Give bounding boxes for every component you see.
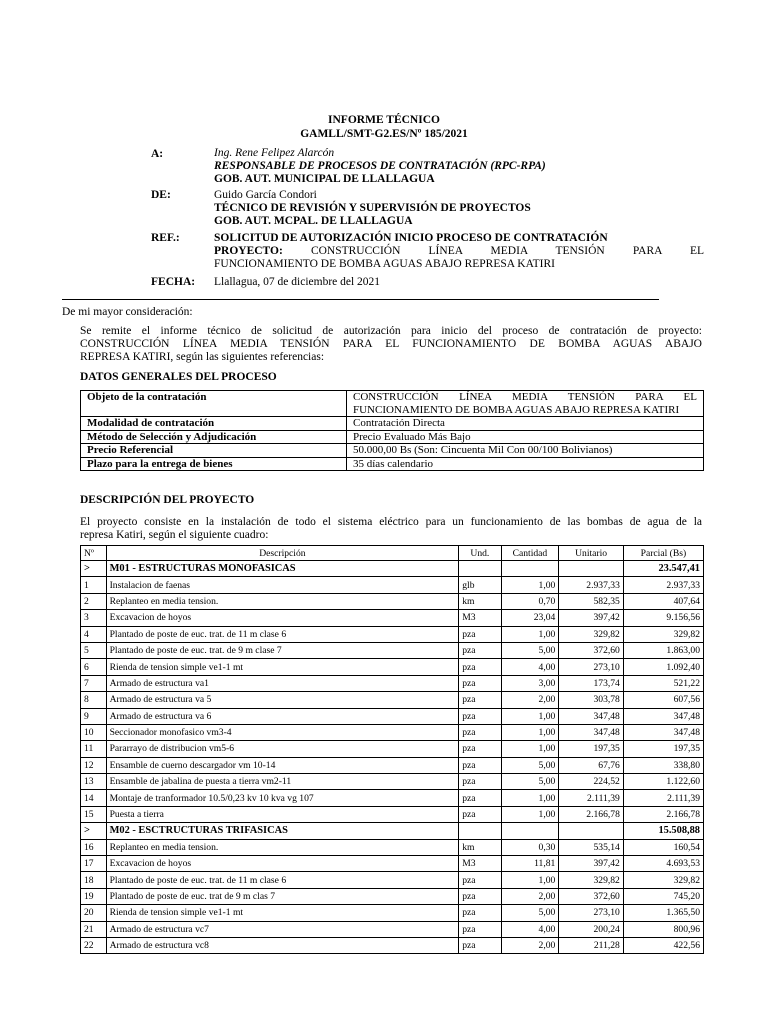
from-org: GOB. AUT. MCPAL. DE LLALLAGUA bbox=[214, 215, 413, 227]
general-key: Objeto de la contratación bbox=[81, 391, 347, 417]
row-unit: glb bbox=[459, 577, 501, 593]
row-unit-price: 2.937,33 bbox=[559, 577, 624, 593]
row-partial: 329,82 bbox=[623, 626, 703, 642]
general-row bbox=[81, 391, 704, 417]
table-row bbox=[81, 888, 704, 904]
row-unit: pza bbox=[459, 905, 501, 921]
row-quantity: 2,00 bbox=[501, 888, 559, 904]
table-row bbox=[81, 741, 704, 757]
general-row bbox=[81, 444, 704, 458]
ref-project-label: PROYECTO: bbox=[214, 245, 283, 257]
row-unit-price: 273,10 bbox=[559, 659, 624, 675]
row-partial: 347,48 bbox=[623, 708, 703, 724]
row-partial: 2.111,39 bbox=[623, 790, 703, 806]
col-unit-header: Und. bbox=[459, 546, 501, 561]
row-number: 11 bbox=[81, 741, 107, 757]
general-value: 50.000,00 Bs (Son: Cincuenta Mil Con 00/100 Bolivianos) bbox=[347, 444, 704, 458]
table-row bbox=[81, 659, 704, 675]
row-number: 5 bbox=[81, 642, 107, 658]
table-row bbox=[81, 856, 704, 872]
row-number: 18 bbox=[81, 872, 107, 888]
general-row bbox=[81, 457, 704, 471]
report-code: GAMLL/SMT-G2.ES/Nº 185/2021 bbox=[300, 128, 468, 140]
row-unit-price: 211,28 bbox=[559, 937, 624, 953]
row-quantity: 0,70 bbox=[501, 593, 559, 609]
row-unit-price: 2.166,78 bbox=[559, 806, 624, 822]
row-quantity: 2,00 bbox=[501, 937, 559, 953]
row-unit-price: 273,10 bbox=[559, 905, 624, 921]
general-value: CONSTRUCCIÓN LÍNEA MEDIA TENSIÓN PARA EL FUNCIONAMIENTO DE BOMBA AGUAS ABAJO REPRESA KATIRI bbox=[347, 391, 704, 417]
row-unit: pza bbox=[459, 774, 501, 790]
table-row bbox=[81, 708, 704, 724]
header-divider bbox=[62, 299, 659, 300]
row-number: 15 bbox=[81, 806, 107, 822]
row-quantity: 1,00 bbox=[501, 708, 559, 724]
row-quantity: 1,00 bbox=[501, 741, 559, 757]
row-partial: 2.937,33 bbox=[623, 577, 703, 593]
row-unit: pza bbox=[459, 937, 501, 953]
general-key: Plazo para la entrega de bienes bbox=[81, 457, 347, 471]
to-role: RESPONSABLE DE PROCESOS DE CONTRATACIÓN (RPC-RPA) bbox=[214, 160, 546, 172]
description-line-1: El proyecto consiste en la instalación de todo el sistema eléctrico para un funcionamiento de las bombas de agua de la bbox=[80, 516, 702, 528]
greeting: De mi mayor consideración: bbox=[62, 306, 193, 318]
row-unit: pza bbox=[459, 675, 501, 691]
table-row bbox=[81, 921, 704, 937]
date-label: FECHA: bbox=[151, 276, 196, 288]
row-quantity: 1,00 bbox=[501, 806, 559, 822]
from-role: TÉCNICO DE REVISIÓN Y SUPERVISIÓN DE PROYECTOS bbox=[214, 202, 531, 214]
row-unit: pza bbox=[459, 642, 501, 658]
row-partial: 1.122,60 bbox=[623, 774, 703, 790]
row-unit: pza bbox=[459, 708, 501, 724]
row-partial: 197,35 bbox=[623, 741, 703, 757]
row-unit: pza bbox=[459, 806, 501, 822]
budget-items-table bbox=[80, 545, 704, 954]
row-number: 20 bbox=[81, 905, 107, 921]
row-unit: M3 bbox=[459, 856, 501, 872]
row-description: Plantado de poste de euc. trat. de 11 m clase 6 bbox=[106, 626, 459, 642]
table-row bbox=[81, 937, 704, 953]
row-number: 17 bbox=[81, 856, 107, 872]
row-quantity: 0,30 bbox=[501, 839, 559, 855]
table-row bbox=[81, 774, 704, 790]
row-number: 6 bbox=[81, 659, 107, 675]
row-description: Plantado de poste de euc. trat. de 9 m clase 7 bbox=[106, 642, 459, 658]
row-description: Armado de estructura vc7 bbox=[106, 921, 459, 937]
date-value: Llallagua, 07 de diciembre del 2021 bbox=[214, 276, 381, 288]
row-unit bbox=[459, 823, 501, 839]
table-row bbox=[81, 806, 704, 822]
table-row bbox=[81, 872, 704, 888]
row-unit: pza bbox=[459, 659, 501, 675]
row-description: Puesta a tierra bbox=[106, 806, 459, 822]
report-title: INFORME TÉCNICO bbox=[328, 114, 440, 126]
row-number: 14 bbox=[81, 790, 107, 806]
table-row bbox=[81, 626, 704, 642]
table-row bbox=[81, 577, 704, 593]
row-unit-price: 303,78 bbox=[559, 692, 624, 708]
row-quantity bbox=[501, 823, 559, 839]
row-unit: km bbox=[459, 593, 501, 609]
row-quantity: 1,00 bbox=[501, 872, 559, 888]
row-unit-price: 197,35 bbox=[559, 741, 624, 757]
row-description: Armado de estructura va 6 bbox=[106, 708, 459, 724]
row-description: Plantado de poste de euc. trat de 9 m clas 7 bbox=[106, 888, 459, 904]
row-unit: km bbox=[459, 839, 501, 855]
to-block bbox=[214, 147, 704, 186]
row-unit-price: 67,76 bbox=[559, 757, 624, 773]
row-description: Armado de estructura va1 bbox=[106, 675, 459, 691]
row-quantity: 2,00 bbox=[501, 692, 559, 708]
general-key: Precio Referencial bbox=[81, 444, 347, 458]
row-quantity: 5,00 bbox=[501, 774, 559, 790]
row-number: 1 bbox=[81, 577, 107, 593]
row-partial: 607,56 bbox=[623, 692, 703, 708]
row-partial: 422,56 bbox=[623, 937, 703, 953]
ref-project-name-cont: FUNCIONAMIENTO DE BOMBA AGUAS ABAJO REPRESA KATIRI bbox=[214, 258, 555, 270]
table-row bbox=[81, 642, 704, 658]
intro-line-1: Se remite el informe técnico de solicitud de autorización para inicio del proceso de contratación de proyecto: bbox=[80, 325, 702, 337]
to-org: GOB. AUT. MUNICIPAL DE LLALLAGUA bbox=[214, 173, 435, 185]
intro-line-2: CONSTRUCCIÓN LÍNEA MEDIA TENSIÓN PARA EL FUNCIONAMIENTO DE BOMBA AGUAS ABAJO bbox=[80, 338, 702, 350]
row-unit-price: 372,60 bbox=[559, 642, 624, 658]
ref-project-line bbox=[214, 245, 704, 258]
general-row bbox=[81, 430, 704, 444]
row-description: Replanteo en media tension. bbox=[106, 593, 459, 609]
table-row bbox=[81, 757, 704, 773]
col-description-header: Descripción bbox=[106, 546, 459, 561]
row-description: Plantado de poste de euc. trat. de 11 m clase 6 bbox=[106, 872, 459, 888]
row-partial: 329,82 bbox=[623, 872, 703, 888]
row-unit-price: 173,74 bbox=[559, 675, 624, 691]
row-partial: 4.693,53 bbox=[623, 856, 703, 872]
table-row bbox=[81, 724, 704, 740]
row-unit: pza bbox=[459, 872, 501, 888]
col-number-header: Nº bbox=[81, 546, 107, 561]
row-number: 21 bbox=[81, 921, 107, 937]
group-row bbox=[81, 561, 704, 577]
row-quantity: 1,00 bbox=[501, 577, 559, 593]
row-unit-price: 200,24 bbox=[559, 921, 624, 937]
row-description: Seccionador monofasico vm3-4 bbox=[106, 724, 459, 740]
row-unit: pza bbox=[459, 888, 501, 904]
row-quantity: 1,00 bbox=[501, 724, 559, 740]
row-number: 9 bbox=[81, 708, 107, 724]
general-section-title: DATOS GENERALES DEL PROCESO bbox=[80, 371, 277, 383]
row-quantity: 1,00 bbox=[501, 790, 559, 806]
ref-block bbox=[214, 232, 704, 271]
row-description: Montaje de tranformador 10.5/0,23 kv 10 kva vg 107 bbox=[106, 790, 459, 806]
from-name: Guido García Condori bbox=[214, 189, 317, 201]
row-partial: 407,64 bbox=[623, 593, 703, 609]
row-quantity: 5,00 bbox=[501, 905, 559, 921]
row-unit: pza bbox=[459, 741, 501, 757]
row-description: Ensamble de jabalina de puesta a tierra vm2-11 bbox=[106, 774, 459, 790]
row-number: 4 bbox=[81, 626, 107, 642]
table-row bbox=[81, 839, 704, 855]
row-partial: 1.365,50 bbox=[623, 905, 703, 921]
ref-subject: SOLICITUD DE AUTORIZACIÓN INICIO PROCESO DE CONTRATACIÓN bbox=[214, 232, 608, 244]
to-label: A: bbox=[151, 148, 164, 160]
row-quantity: 4,00 bbox=[501, 659, 559, 675]
row-description: Excavacion de hoyos bbox=[106, 610, 459, 626]
row-number: > bbox=[81, 561, 107, 577]
row-partial: 800,96 bbox=[623, 921, 703, 937]
row-partial: 521,22 bbox=[623, 675, 703, 691]
row-number: 13 bbox=[81, 774, 107, 790]
col-quantity-header: Cantidad bbox=[501, 546, 559, 561]
row-unit-price: 582,35 bbox=[559, 593, 624, 609]
general-data-table bbox=[80, 390, 704, 471]
ref-label: REF.: bbox=[151, 232, 180, 244]
row-number: 12 bbox=[81, 757, 107, 773]
row-unit: pza bbox=[459, 626, 501, 642]
row-quantity bbox=[501, 561, 559, 577]
table-row bbox=[81, 905, 704, 921]
row-quantity: 3,00 bbox=[501, 675, 559, 691]
row-number: 22 bbox=[81, 937, 107, 953]
row-partial: 1.863,00 bbox=[623, 642, 703, 658]
row-description: Rienda de tension simple ve1-1 mt bbox=[106, 659, 459, 675]
row-partial: 15.508,88 bbox=[623, 823, 703, 839]
table-row bbox=[81, 675, 704, 691]
table-row bbox=[81, 692, 704, 708]
row-number: 7 bbox=[81, 675, 107, 691]
row-unit-price bbox=[559, 823, 624, 839]
row-partial: 9.156,56 bbox=[623, 610, 703, 626]
row-unit: pza bbox=[459, 692, 501, 708]
row-unit-price: 224,52 bbox=[559, 774, 624, 790]
row-description: Excavacion de hoyos bbox=[106, 856, 459, 872]
general-value: 35 días calendario bbox=[347, 457, 704, 471]
row-partial: 160,54 bbox=[623, 839, 703, 855]
to-name: Ing. Rene Felipez Alarcón bbox=[214, 147, 335, 159]
row-unit-price: 535,14 bbox=[559, 839, 624, 855]
row-description: M02 - ESCTRUCTURAS TRIFASICAS bbox=[106, 823, 459, 839]
row-quantity: 11,81 bbox=[501, 856, 559, 872]
intro-line-3: REPRESA KATIRI, según las siguientes referencias: bbox=[80, 351, 325, 363]
row-partial: 23.547,41 bbox=[623, 561, 703, 577]
row-partial: 1.092,40 bbox=[623, 659, 703, 675]
general-key: Modalidad de contratación bbox=[81, 417, 347, 431]
from-label: DE: bbox=[151, 189, 171, 201]
general-key: Método de Selección y Adjudicación bbox=[81, 430, 347, 444]
row-unit: pza bbox=[459, 757, 501, 773]
row-partial: 338,80 bbox=[623, 757, 703, 773]
row-unit-price: 372,60 bbox=[559, 888, 624, 904]
row-description: Instalacion de faenas bbox=[106, 577, 459, 593]
description-paragraph bbox=[80, 516, 702, 542]
row-unit-price: 347,48 bbox=[559, 724, 624, 740]
row-partial: 745,20 bbox=[623, 888, 703, 904]
row-unit-price: 329,82 bbox=[559, 872, 624, 888]
row-number: 3 bbox=[81, 610, 107, 626]
row-unit bbox=[459, 561, 501, 577]
row-description: Pararrayo de distribucion vm5-6 bbox=[106, 741, 459, 757]
row-unit: pza bbox=[459, 724, 501, 740]
row-number: 16 bbox=[81, 839, 107, 855]
table-row bbox=[81, 593, 704, 609]
row-unit-price bbox=[559, 561, 624, 577]
ref-project-name: CONSTRUCCIÓN LÍNEA MEDIA TENSIÓN PARA EL bbox=[310, 245, 704, 257]
row-description: Armado de estructura vc8 bbox=[106, 937, 459, 953]
row-number: 8 bbox=[81, 692, 107, 708]
row-unit-price: 397,42 bbox=[559, 856, 624, 872]
general-value: Precio Evaluado Más Bajo bbox=[347, 430, 704, 444]
table-row bbox=[81, 790, 704, 806]
row-partial: 347,48 bbox=[623, 724, 703, 740]
row-unit: pza bbox=[459, 790, 501, 806]
row-number: 2 bbox=[81, 593, 107, 609]
row-number: 10 bbox=[81, 724, 107, 740]
row-unit-price: 397,42 bbox=[559, 610, 624, 626]
general-row bbox=[81, 417, 704, 431]
row-quantity: 4,00 bbox=[501, 921, 559, 937]
description-line-2: represa Katiri, según el siguiente cuadro: bbox=[80, 529, 269, 541]
row-description: M01 - ESTRUCTURAS MONOFASICAS bbox=[106, 561, 459, 577]
row-partial: 2.166,78 bbox=[623, 806, 703, 822]
table-row bbox=[81, 610, 704, 626]
row-unit: pza bbox=[459, 921, 501, 937]
row-description: Replanteo en media tension. bbox=[106, 839, 459, 855]
col-partial-header: Parcial (Bs) bbox=[623, 546, 703, 561]
general-value: Contratación Directa bbox=[347, 417, 704, 431]
row-unit: M3 bbox=[459, 610, 501, 626]
row-quantity: 1,00 bbox=[501, 626, 559, 642]
row-quantity: 23,04 bbox=[501, 610, 559, 626]
col-unit-price-header: Unitario bbox=[559, 546, 624, 561]
row-unit-price: 2.111,39 bbox=[559, 790, 624, 806]
row-description: Rienda de tension simple ve1-1 mt bbox=[106, 905, 459, 921]
intro-paragraph bbox=[80, 325, 702, 364]
row-unit-price: 329,82 bbox=[559, 626, 624, 642]
budget-table-header bbox=[81, 546, 704, 561]
row-number: > bbox=[81, 823, 107, 839]
row-description: Ensamble de cuerno descargador vm 10-14 bbox=[106, 757, 459, 773]
row-description: Armado de estructura va 5 bbox=[106, 692, 459, 708]
description-section-title: DESCRIPCIÓN DEL PROYECTO bbox=[80, 494, 255, 506]
row-number: 19 bbox=[81, 888, 107, 904]
row-quantity: 5,00 bbox=[501, 757, 559, 773]
group-row bbox=[81, 823, 704, 839]
row-unit-price: 347,48 bbox=[559, 708, 624, 724]
row-quantity: 5,00 bbox=[501, 642, 559, 658]
from-block bbox=[214, 189, 704, 228]
